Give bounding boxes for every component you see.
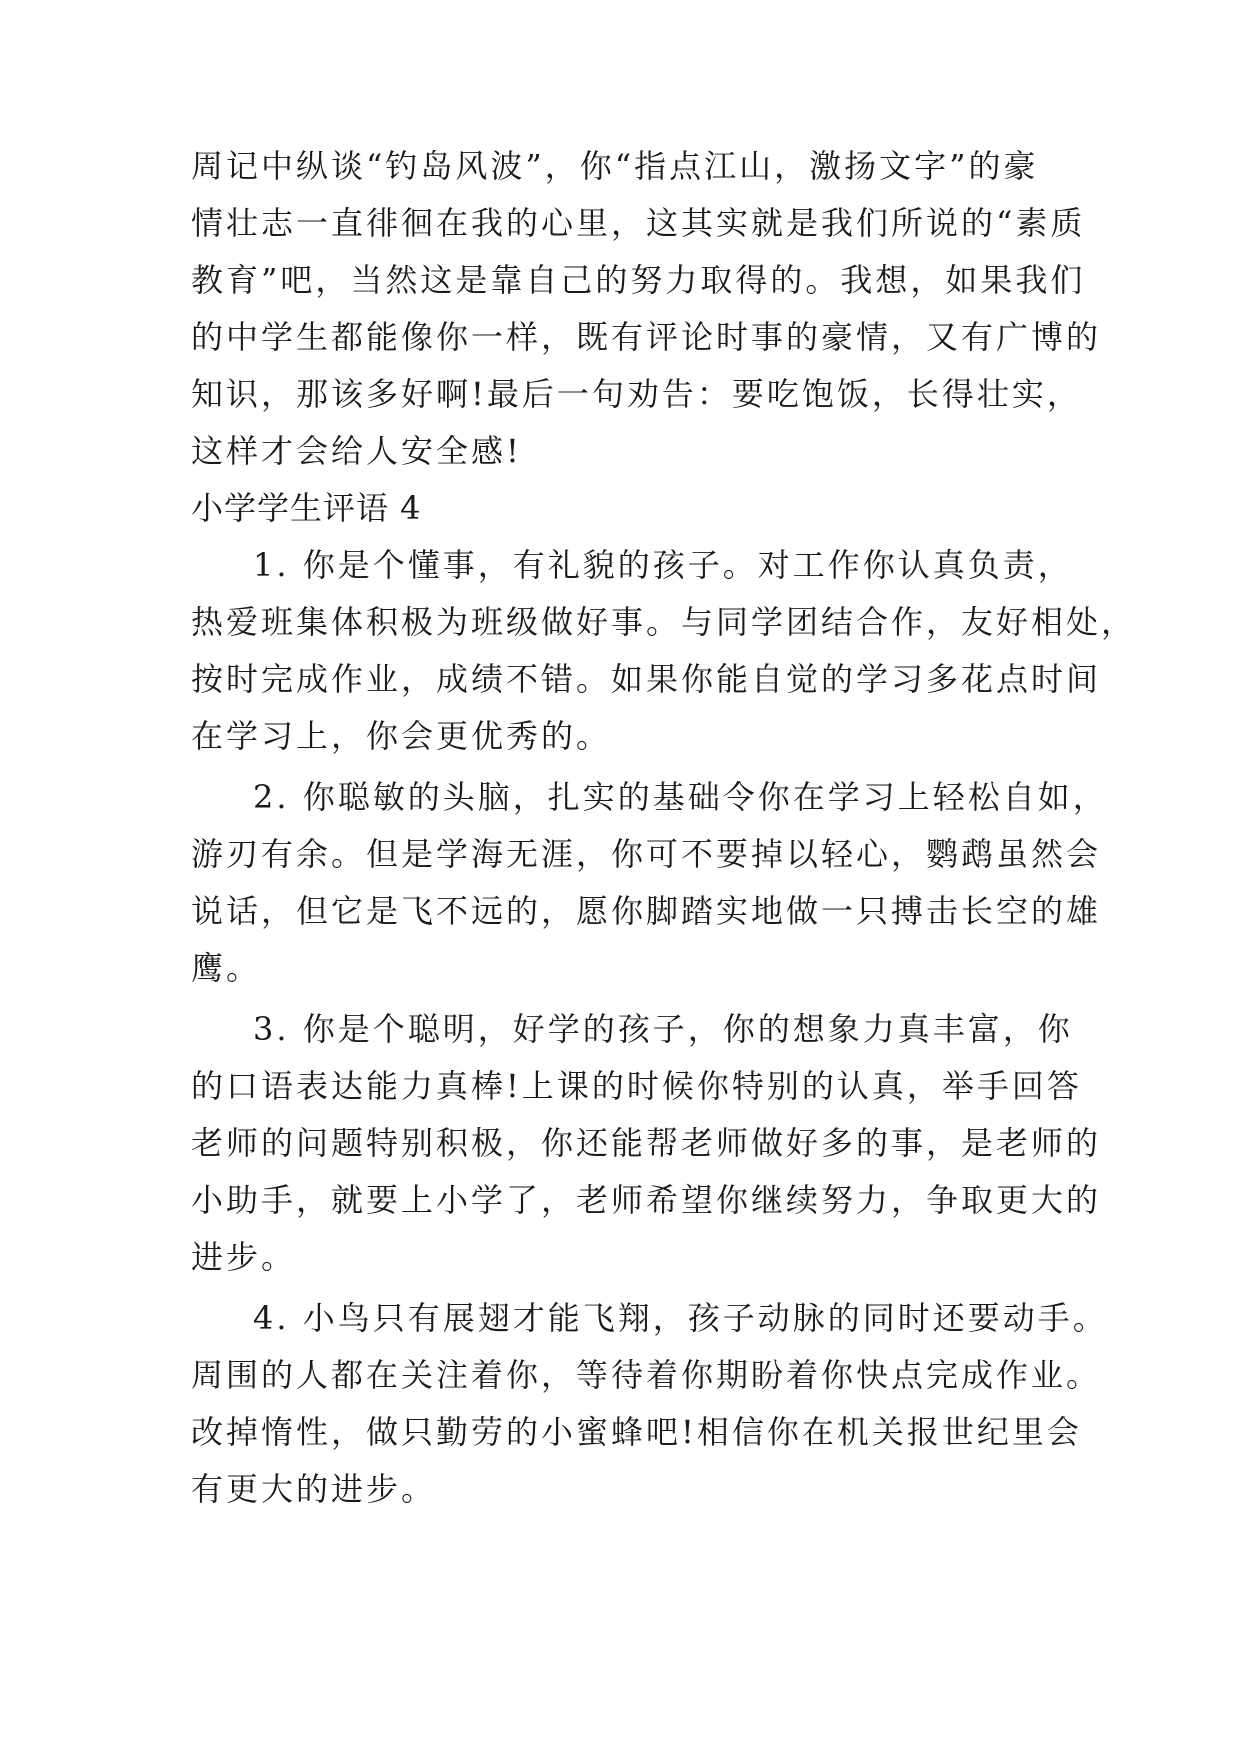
item-3-line: 老师的问题特别积极，你还能帮老师做好多的事，是老师的	[191, 1124, 1102, 1162]
item-4-line: 改掉惰性，做只勤劳的小蜜蜂吧!相信你在机关报世纪里会	[191, 1413, 1082, 1451]
item-2-line: 2. 你聪敏的头脑，扎实的基础令你在学习上轻松自如，	[253, 778, 1108, 816]
item-2-line: 说话，但它是飞不远的，愿你脚踏实地做一只搏击长空的雄	[191, 892, 1102, 930]
item-1-line: 按时完成作业，成绩不错。如果你能自觉的学习多花点时间	[191, 660, 1102, 698]
item-3-line: 的口语表达能力真棒!上课的时候你特别的认真，举手回答	[191, 1067, 1082, 1105]
item-4-line: 有更大的进步。	[191, 1470, 437, 1508]
intro-line: 的中学生都能像你一样，既有评论时事的豪情，又有广博的	[191, 318, 1102, 356]
item-1-line: 热爱班集体积极为班级做好事。与同学团结合作，友好相处，	[191, 603, 1137, 641]
intro-line: 情壮志一直徘徊在我的心里，这其实就是我们所说的“素质	[191, 204, 1086, 242]
item-3-line: 小助手，就要上小学了，老师希望你继续努力，争取更大的	[191, 1181, 1102, 1219]
item-2-line: 游刃有余。但是学海无涯，你可不要掉以轻心，鹦鹉虽然会	[191, 835, 1102, 873]
intro-line: 这样才会给人安全感!	[191, 432, 522, 470]
intro-line: 知识，那该多好啊!最后一句劝告：要吃饱饭，长得壮实，	[191, 375, 1082, 413]
item-1-line: 1. 你是个懂事，有礼貌的孩子。对工作你认真负责，	[253, 546, 1073, 584]
item-3-line: 3. 你是个聪明，好学的孩子，你的想象力真丰富，你	[253, 1010, 1073, 1048]
item-2-line: 鹰。	[191, 949, 262, 987]
item-3-line: 进步。	[191, 1238, 297, 1276]
item-4-line: 周围的人都在关注着你，等待着你期盼着你快点完成作业。	[191, 1356, 1102, 1394]
item-1-line: 在学习上，你会更优秀的。	[191, 717, 612, 755]
intro-line: 周记中纵谈“钓岛风波”，你“指点江山，激扬文字”的豪	[191, 147, 1039, 185]
intro-line: 教育”吧，当然这是靠自己的努力取得的。我想，如果我们	[191, 261, 1086, 299]
item-4-line: 4. 小鸟只有展翅才能飞翔，孩子动脉的同时还要动手。	[253, 1299, 1108, 1337]
section-title: 小学学生评语 4	[191, 489, 422, 527]
